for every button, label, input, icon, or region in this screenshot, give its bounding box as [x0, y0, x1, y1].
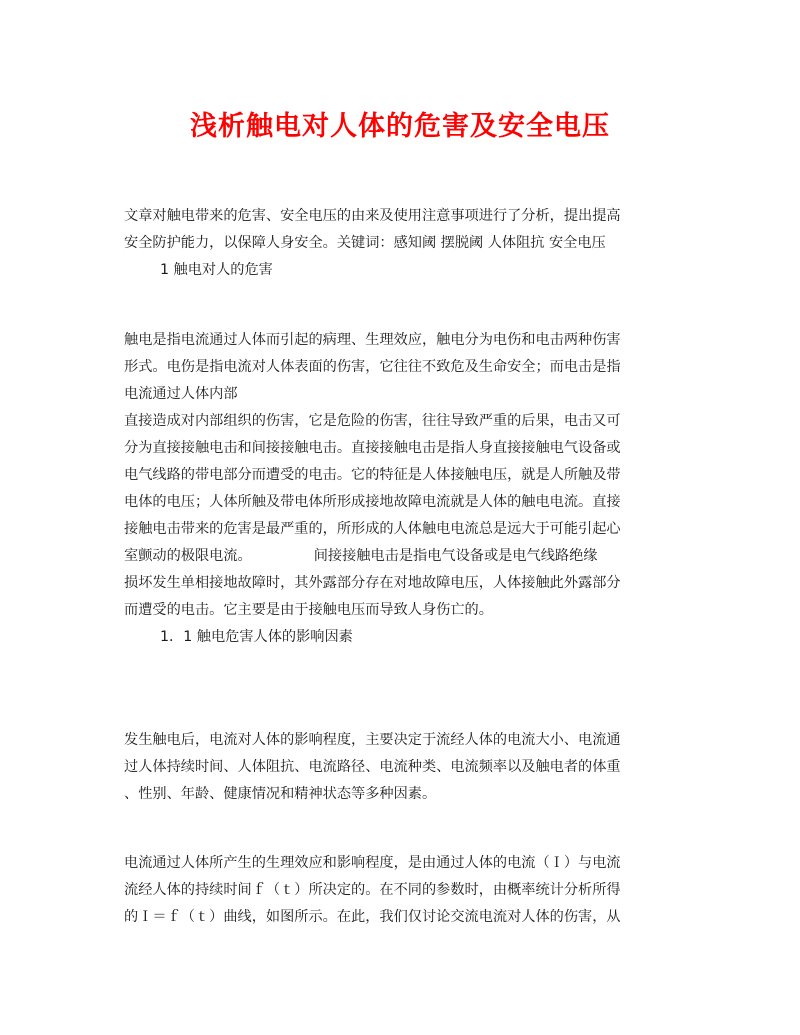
text-line: 文章对触电带来的危害、安全电压的由来及使用注意事项进行了分析，提出提高 [124, 208, 621, 224]
text-line: 流经人体的持续时间ｆ（ｔ）所决定的。在不同的参数时，由概率统计分析所得 [124, 882, 621, 898]
paragraph-influence-factors [124, 727, 684, 808]
section-heading-1: 1 触电对人的危害 [160, 262, 273, 278]
text-line: 过人体持续时间、人体阻抗、电流路径、电流种类、电流频率以及触电者的体重 [124, 759, 621, 775]
text-line: 电气线路的带电部分而遭受的电击。它的特征是人体接触电压，就是人所触及带 [124, 467, 621, 483]
text-line: 的Ｉ＝ｆ（ｔ）曲线，如图所示。在此，我们仅讨论交流电流对人体的伤害，从 [124, 909, 621, 925]
text-line: 电体的电压；人体所触及带电体所形成接地故障电流就是人体的触电电流。直接 [124, 494, 621, 510]
text-line: 电流通过人体所产生的生理效应和影响程度，是由通过人体的电流（Ｉ）与电流 [124, 855, 621, 871]
text-line: 触电是指电流通过人体而引起的病理、生理效应，触电分为电伤和电击两种伤害 [124, 332, 621, 348]
document-title: 浅析触电对人体的危害及安全电压 [190, 111, 610, 142]
paragraph-electric-shock [124, 327, 684, 651]
text-line: 损坏发生单相接地故障时，其外露部分存在对地故障电压，人体接触此外露部分 [124, 575, 621, 591]
text-line: 直接造成对内部组织的伤害，它是危险的伤害，往往导致严重的后果，电击又可 [124, 413, 621, 429]
text-line: 分为直接接触电击和间接接触电击。直接接触电击是指人身直接接触电气设备或 [124, 440, 621, 456]
paragraph-physiological-effect [124, 850, 684, 931]
abstract-paragraph [124, 203, 684, 284]
text-line: 形式。电伤是指电流对人体表面的伤害，它往往不致危及生命安全；而电击是指 [124, 359, 621, 375]
text-line: 电流通过人体内部 [124, 386, 238, 402]
text-line: 而遭受的电击。它主要是由于接触电压而导致人身伤亡的。 [124, 602, 493, 618]
text-line: 安全防护能力，以保障人身安全。关键词：感知阈 摆脱阈 人体阻抗 安全电压 [124, 235, 606, 251]
text-line-split [124, 543, 684, 570]
text-line: 、性别、年龄、健康情况和精神状态等多种因素。 [124, 786, 437, 802]
section-heading-1-1: 1．1 触电危害人体的影响因素 [160, 629, 353, 645]
text-line: 接触电击带来的危害是最严重的，所形成的人体触电电流总是远大于可能引起心 [124, 521, 621, 537]
text-line: 发生触电后，电流对人体的影响程度，主要决定于流经人体的电流大小、电流通 [124, 732, 621, 748]
text-fragment: 室颤动的极限电流。 [124, 548, 252, 564]
text-fragment: 间接接触电击是指电气设备或是电气线路绝缘 [313, 548, 598, 564]
